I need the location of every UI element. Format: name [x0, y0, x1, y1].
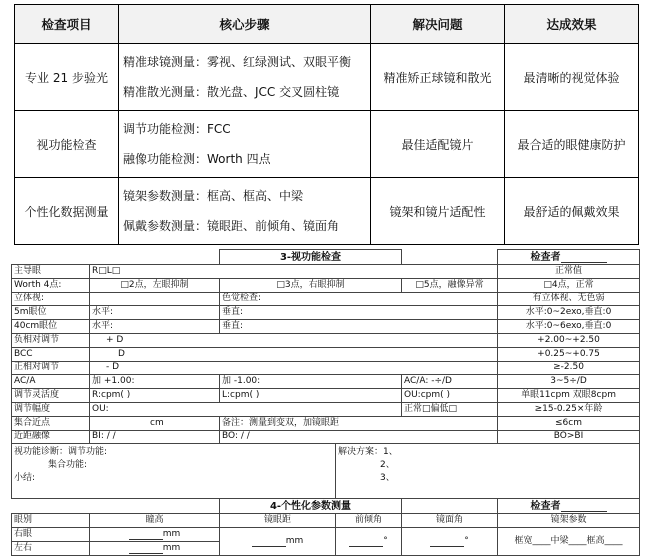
- pp-right-label: 右眼: [12, 528, 90, 542]
- pra-normal: ≥-2.50: [498, 361, 640, 375]
- fusion-bo-field[interactable]: BO: / /: [220, 430, 498, 444]
- header-problem: 解决问题: [371, 5, 505, 44]
- npc-normal: ≤6cm: [498, 416, 640, 430]
- npc-row: [12, 416, 640, 430]
- phoria-5m-normal: 水平:0~2exo,垂直:0: [498, 306, 640, 320]
- row-item: 专业 21 步验光: [15, 44, 119, 111]
- pp-header-frame: 镜架参数: [498, 514, 640, 528]
- pp-left-label: 左右: [12, 541, 90, 555]
- header-item: 检查项目: [15, 5, 119, 44]
- pra-row: [12, 361, 640, 375]
- vf-title-row: [12, 250, 640, 265]
- fusion-normal: BO>BI: [498, 430, 640, 444]
- solution-field[interactable]: [336, 444, 640, 499]
- pp-vertex-field[interactable]: mm: [220, 528, 336, 556]
- pra-label: 正相对调节: [12, 361, 90, 375]
- pp-right-row: [12, 528, 640, 542]
- fusion-label: 近距融像: [12, 430, 90, 444]
- flex-row: [12, 389, 640, 403]
- nra-field[interactable]: + D: [90, 333, 498, 347]
- worth-normal: □4点，正常: [498, 278, 640, 292]
- pp-right-pupil-height[interactable]: mm: [90, 528, 220, 542]
- summary-header-row: [15, 5, 639, 44]
- diagnosis-field[interactable]: [12, 444, 336, 499]
- phoria-5m-label: 5m眼位: [12, 306, 90, 320]
- row-effect: 最舒适的佩戴效果: [505, 178, 639, 245]
- nra-label: 负相对调节: [12, 333, 90, 347]
- step-line: 精准球镜测量：雾视、红绿测试、双眼平衡: [123, 55, 352, 69]
- pp-pantoscopic-field[interactable]: °: [336, 528, 402, 556]
- aca-plus-field[interactable]: 加 +1.00:: [90, 375, 220, 389]
- worth-option-5[interactable]: □5点，融像异常: [402, 278, 498, 292]
- pp-header-vertex: 镜眼距: [220, 514, 336, 528]
- flex-right-field[interactable]: R:cpm( ): [90, 389, 220, 403]
- stereo-normal: 有立体视、无色弱: [498, 292, 640, 306]
- solution-1: 解决方案：1、: [338, 447, 398, 458]
- stereo-field[interactable]: [90, 292, 220, 306]
- pp-header-wrap: 镜面角: [402, 514, 498, 528]
- phoria-5m-vertical[interactable]: 垂直:: [220, 306, 498, 320]
- amp-normal: ≥15-0.25×年龄: [498, 402, 640, 416]
- diag-convergence: 集合功能:: [48, 460, 88, 471]
- step-line: 镜架参数测量：框高、框高、中梁: [123, 189, 304, 203]
- amp-status[interactable]: 正常□偏低□: [402, 402, 498, 416]
- bcc-normal: +0.25~+0.75: [498, 347, 640, 361]
- pp-title: 4-个性化参数测量: [220, 499, 402, 514]
- dominant-eye-checkboxes[interactable]: R□L□: [90, 265, 498, 279]
- npc-field[interactable]: cm: [90, 416, 220, 430]
- aca-minus-field[interactable]: 加 -1.00:: [220, 375, 402, 389]
- stereo-row: [12, 292, 640, 306]
- phoria-40cm-normal: 水平:0~6exo,垂直:0: [498, 320, 640, 334]
- row-steps: [119, 178, 371, 245]
- aca-row: [12, 375, 640, 389]
- nra-row: [12, 333, 640, 347]
- aca-normal: 3~5÷/D: [498, 375, 640, 389]
- amp-ou-field[interactable]: OU:: [90, 402, 402, 416]
- examiner-field[interactable]: [561, 253, 607, 263]
- step-line: 融像功能检测：Worth 四点: [123, 152, 271, 166]
- flex-normal: 单眼11cpm 双眼8cpm: [498, 389, 640, 403]
- phoria-40cm-label: 40cm眼位: [12, 320, 90, 334]
- step-line: 佩戴参数测量：镜眼距、前倾角、镜面角: [123, 219, 340, 233]
- diagnosis-row: [12, 444, 640, 499]
- pp-header-pantoscopic: 前倾角: [336, 514, 402, 528]
- row-problem: 最佳适配镜片: [371, 111, 505, 178]
- amp-label: 调节幅度: [12, 402, 90, 416]
- color-vision-label[interactable]: 色觉检查:: [220, 292, 498, 306]
- dominant-eye-label: 主导眼: [12, 265, 90, 279]
- phoria-5m-horizontal[interactable]: 水平:: [90, 306, 220, 320]
- step-line: 精准散光测量：散光盘、JCC 交叉圆柱镜: [123, 85, 340, 99]
- row-steps: [119, 44, 371, 111]
- row-problem: 镜架和镜片适配性: [371, 178, 505, 245]
- row-steps: [119, 111, 371, 178]
- pp-title-row: [12, 499, 640, 514]
- npc-note: 备注：测量到变双，加镜眼距: [220, 416, 498, 430]
- flex-label: 调节灵活度: [12, 389, 90, 403]
- worth-label: Worth 4点:: [12, 278, 90, 292]
- table-row: [15, 178, 639, 245]
- fusion-row: [12, 430, 640, 444]
- worth-row: [12, 278, 640, 292]
- diag-summary: 小结:: [14, 473, 36, 484]
- header-steps: 核心步骤: [119, 5, 371, 44]
- nra-normal: +2.00~+2.50: [498, 333, 640, 347]
- phoria-40cm-horizontal[interactable]: 水平:: [90, 320, 220, 334]
- bcc-field[interactable]: D: [90, 347, 498, 361]
- pp-header-eye: 眼别: [12, 514, 90, 528]
- pp-left-pupil-height[interactable]: mm: [90, 541, 220, 555]
- worth-option-3[interactable]: □3点，右眼抑制: [220, 278, 402, 292]
- exam-forms: [11, 249, 640, 556]
- table-row: [15, 111, 639, 178]
- summary-table: [14, 4, 639, 245]
- dominant-eye-row: [12, 265, 640, 279]
- pp-examiner-field[interactable]: [561, 502, 607, 512]
- diag-accommodation: 视功能诊断：调节功能:: [14, 447, 108, 458]
- worth-option-2[interactable]: □2点，左眼抑制: [90, 278, 220, 292]
- pp-examiner: 检查者: [498, 499, 640, 514]
- row-effect: 最清晰的视觉体验: [505, 44, 639, 111]
- normal-value-header: 正常值: [498, 265, 640, 279]
- phoria-40cm-row: [12, 320, 640, 334]
- phoria-40cm-vertical[interactable]: 垂直:: [220, 320, 498, 334]
- flex-ou-field[interactable]: OU:cpm( ): [402, 389, 498, 403]
- pp-header-pupil-height: 瞳高: [90, 514, 220, 528]
- row-item: 视功能检查: [15, 111, 119, 178]
- flex-left-field[interactable]: L:cpm( ): [220, 389, 402, 403]
- npc-label: 集合近点: [12, 416, 90, 430]
- solution-2: 2、: [380, 460, 395, 471]
- aca-label: AC/A: [12, 375, 90, 389]
- row-effect: 最合适的眼健康防护: [505, 111, 639, 178]
- header-effect: 达成效果: [505, 5, 639, 44]
- pp-wrap-field[interactable]: °: [402, 528, 498, 556]
- step-line: 调节功能检测：FCC: [123, 122, 231, 136]
- solution-3: 3、: [380, 473, 395, 484]
- vf-title: 3-视功能检查: [220, 250, 402, 265]
- fusion-bi-field[interactable]: BI: / /: [90, 430, 220, 444]
- row-problem: 精准矫正球镜和散光: [371, 44, 505, 111]
- pp-frame-field[interactable]: 框宽____中梁____框高____: [498, 528, 640, 556]
- stereo-label: 立体视:: [12, 292, 90, 306]
- row-item: 个性化数据测量: [15, 178, 119, 245]
- aca-result-field[interactable]: AC/A: -÷/D: [402, 375, 498, 389]
- amp-row: [12, 402, 640, 416]
- vf-examiner: 检查者: [498, 250, 640, 265]
- phoria-5m-row: [12, 306, 640, 320]
- bcc-label: BCC: [12, 347, 90, 361]
- pp-header-row: [12, 514, 640, 528]
- bcc-row: [12, 347, 640, 361]
- table-row: [15, 44, 639, 111]
- pra-field[interactable]: - D: [90, 361, 498, 375]
